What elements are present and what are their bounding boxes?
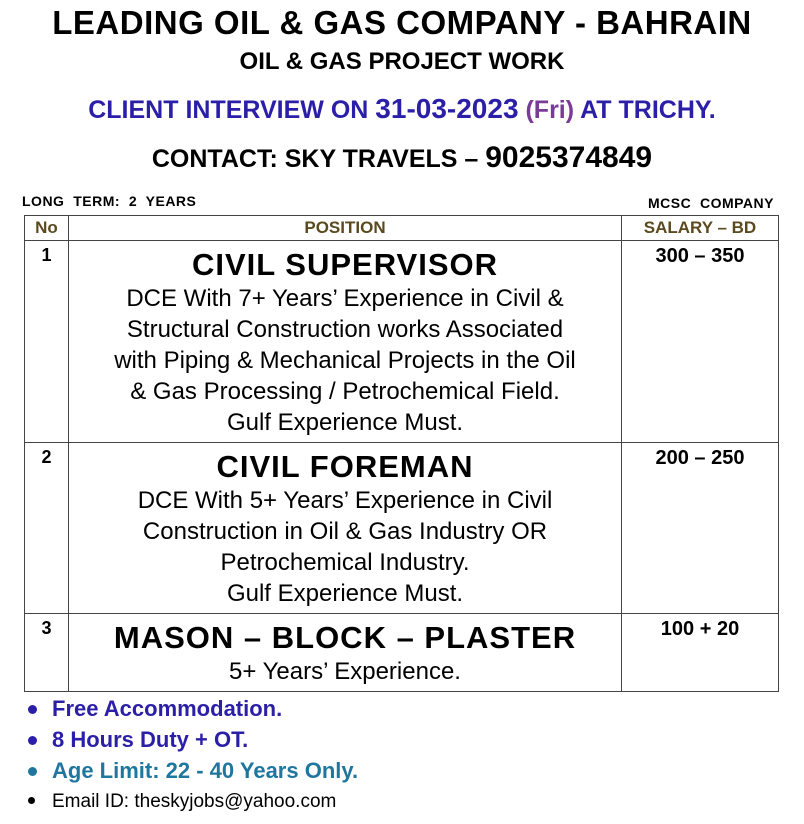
position-description xyxy=(69,283,621,442)
benefit-item xyxy=(28,724,358,755)
benefit-item xyxy=(28,693,358,724)
interview-date: 31-03-2023 xyxy=(375,93,519,124)
benefit-item xyxy=(28,755,358,786)
position-title: CIVIL SUPERVISOR xyxy=(192,247,498,282)
table-row xyxy=(25,614,779,692)
page-title: LEADING OIL & GAS COMPANY - BAHRAIN xyxy=(52,4,752,41)
description-line: DCE With 7+ Years’ Experience in Civil & xyxy=(126,285,564,312)
row-salary: 200 – 250 xyxy=(622,443,779,614)
description-line: Petrochemical Industry. xyxy=(220,549,470,576)
row-salary: 300 – 350 xyxy=(622,241,779,443)
row-no: 2 xyxy=(25,443,69,614)
position-description xyxy=(69,656,621,691)
interview-suffix: AT TRICHY. xyxy=(574,96,716,124)
table-row xyxy=(25,443,779,614)
contact-prefix: CONTACT: SKY TRAVELS – xyxy=(151,145,486,173)
term-label: LONG TERM: 2 YEARS xyxy=(22,193,197,209)
bullet-icon xyxy=(28,797,35,804)
benefit-text: Age Limit: 22 - 40 Years Only. xyxy=(52,758,359,783)
interview-line xyxy=(0,93,804,126)
benefit-text: Free Accommodation. xyxy=(52,696,283,721)
position-title: MASON – BLOCK – PLASTER xyxy=(113,620,577,655)
description-line: DCE With 5+ Years’ Experience in Civil xyxy=(137,487,553,514)
contact-phone: 9025374849 xyxy=(485,141,653,174)
row-salary: 100 + 20 xyxy=(622,614,779,692)
contact-line xyxy=(0,141,804,176)
bullet-icon xyxy=(28,705,37,714)
table-header-row xyxy=(25,216,779,241)
page-subtitle: OIL & GAS PROJECT WORK xyxy=(239,48,565,75)
benefit-text: 8 Hours Duty + OT. xyxy=(52,727,249,752)
email-text: Email ID: theskyjobs@yahoo.com xyxy=(52,791,337,812)
header-no: No xyxy=(25,216,69,241)
row-position xyxy=(69,443,622,614)
row-no: 3 xyxy=(25,614,69,692)
description-line: with Piping & Mechanical Projects in the Oil xyxy=(114,347,576,374)
email-item xyxy=(28,786,358,817)
row-no: 1 xyxy=(25,241,69,443)
position-description xyxy=(69,485,621,613)
interview-prefix: CLIENT INTERVIEW ON xyxy=(88,96,376,124)
description-line: Structural Construction works Associated xyxy=(126,316,564,343)
description-line: Gulf Experience Must. xyxy=(226,409,464,436)
bullet-icon xyxy=(28,767,37,776)
description-line: Gulf Experience Must. xyxy=(226,580,464,607)
benefits-list xyxy=(28,693,358,817)
header-position: POSITION xyxy=(69,216,622,241)
company-label: MCSC COMPANY xyxy=(647,195,774,211)
description-line: & Gas Processing / Petrochemical Field. xyxy=(130,378,560,405)
interview-day: (Fri) xyxy=(525,96,575,124)
row-position xyxy=(69,614,622,692)
header-salary: SALARY – BD xyxy=(622,216,779,241)
bullet-icon xyxy=(28,736,37,745)
position-title: CIVIL FOREMAN xyxy=(216,449,474,484)
row-position xyxy=(69,241,622,443)
table-row xyxy=(25,241,779,443)
description-line: 5+ Years’ Experience. xyxy=(229,658,461,685)
jobs-table xyxy=(24,215,779,692)
description-line: Construction in Oil & Gas Industry OR xyxy=(142,518,548,545)
